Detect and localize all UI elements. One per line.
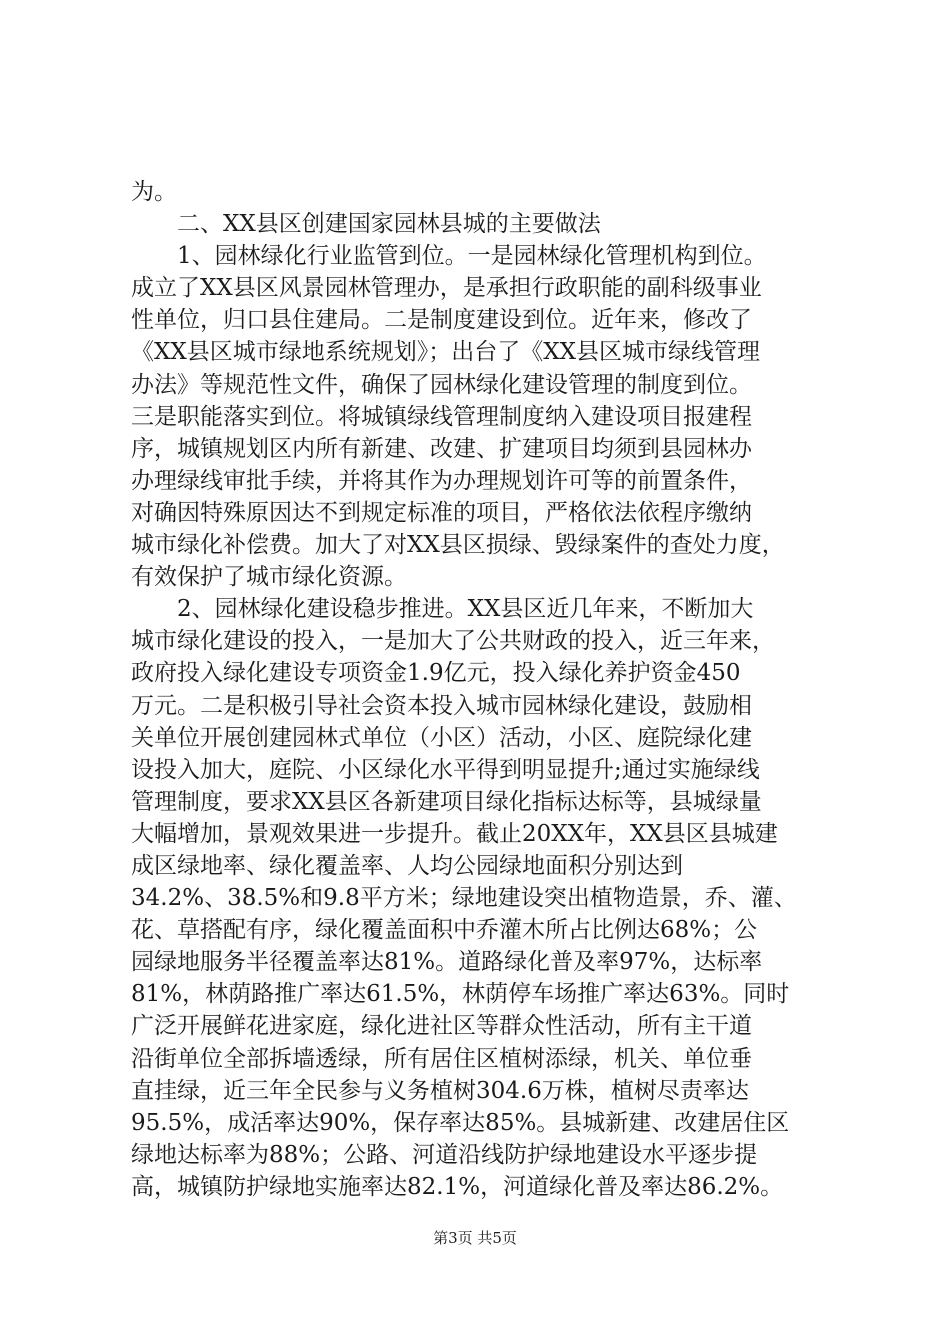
text-line: 设投入加大，庭院、小区绿化水平得到明显提升;通过实施绿线 bbox=[131, 756, 760, 783]
text-line: 沿街单位全部拆墙透绿，所有居住区植树添绿，机关、单位垂 bbox=[131, 1045, 752, 1072]
text-line: 关单位开展创建园林式单位（小区）活动，小区、庭院绿化建 bbox=[131, 724, 752, 751]
text-line: 三是职能落实到位。将城镇绿线管理制度纳入建设项目报建程 bbox=[131, 403, 752, 430]
text-line: 34.2%、38.5%和9.8平方米；绿地建设突出植物造景，乔、灌、 bbox=[131, 885, 797, 912]
text-line: 直挂绿，近三年全民参与义务植树304.6万株，植树尽责率达 bbox=[131, 1077, 749, 1104]
text-line: 2、园林绿化建设稳步推进。XX县区近几年来，不断加大 bbox=[131, 596, 754, 623]
text-line: 81%，林荫路推广率达61.5%，林荫停车场推广率达63%。同时 bbox=[131, 981, 790, 1008]
text-line: 绿地达标率为88%；公路、河道沿线防护绿地建设水平逐步提 bbox=[131, 1141, 758, 1168]
page-number: 第3页 共5页 bbox=[433, 1229, 517, 1247]
section-heading: 二、XX县区创建国家园林县城的主要做法 bbox=[131, 211, 601, 238]
text-line: 《XX县区城市绿地系统规划》；出台了《XX县区城市绿线管理 bbox=[131, 339, 760, 366]
text-line: 花、草搭配有序，绿化覆盖面积中乔灌木所占比例达68%；公 bbox=[131, 917, 758, 944]
text-line: 高，城镇防护绿地实施率达82.1%，河道绿化普及率达86.2%。 bbox=[131, 1173, 784, 1200]
text-line: 管理制度，要求XX县区各新建项目绿化指标达标等，县城绿量 bbox=[131, 788, 762, 815]
text-line: 性单位，归口县住建局。二是制度建设到位。近年来，修改了 bbox=[131, 307, 752, 334]
text-line: 城市绿化建设的投入，一是加大了公共财政的投入，近三年来， bbox=[131, 628, 775, 655]
document-body bbox=[131, 176, 831, 1203]
text-line: 成立了XX县区风景园林管理办，是承担行政职能的副科级事业 bbox=[131, 275, 762, 302]
text-line: 有效保护了城市绿化资源。 bbox=[131, 564, 407, 591]
text-line: 园绿地服务半径覆盖率达81%。道路绿化普及率97%，达标率 bbox=[131, 949, 763, 976]
text-line: 办理绿线审批手续，并将其作为办理规划许可等的前置条件， bbox=[131, 467, 752, 494]
text-line: 城市绿化补偿费。加大了对XX县区损绿、毁绿案件的查处力度， bbox=[131, 532, 785, 559]
text-line: 1、园林绿化行业监管到位。一是园林绿化管理机构到位。 bbox=[131, 243, 767, 270]
text-line: 序，城镇规划区内所有新建、改建、扩建项目均须到县园林办 bbox=[131, 435, 752, 462]
text-line: 大幅增加，景观效果进一步提升。截止20XX年，XX县区县城建 bbox=[131, 820, 778, 847]
text-line: 为。 bbox=[131, 179, 177, 205]
text-line: 95.5%，成活率达90%，保存率达85%。县城新建、改建居住区 bbox=[131, 1109, 790, 1136]
text-line: 对确因特殊原因达不到规定标准的项目，严格依法依程序缴纳 bbox=[131, 499, 752, 526]
text-line: 广泛开展鲜花进家庭，绿化进社区等群众性活动，所有主干道 bbox=[131, 1013, 752, 1040]
text-line: 万元。二是积极引导社会资本投入城市园林绿化建设，鼓励相 bbox=[131, 692, 752, 719]
text-line: 办法》等规范性文件，确保了园林绿化建设管理的制度到位。 bbox=[131, 371, 752, 398]
text-line: 成区绿地率、绿化覆盖率、人均公园绿地面积分别达到 bbox=[131, 852, 683, 879]
text-line: 政府投入绿化建设专项资金1.9亿元，投入绿化养护资金450 bbox=[131, 660, 741, 687]
